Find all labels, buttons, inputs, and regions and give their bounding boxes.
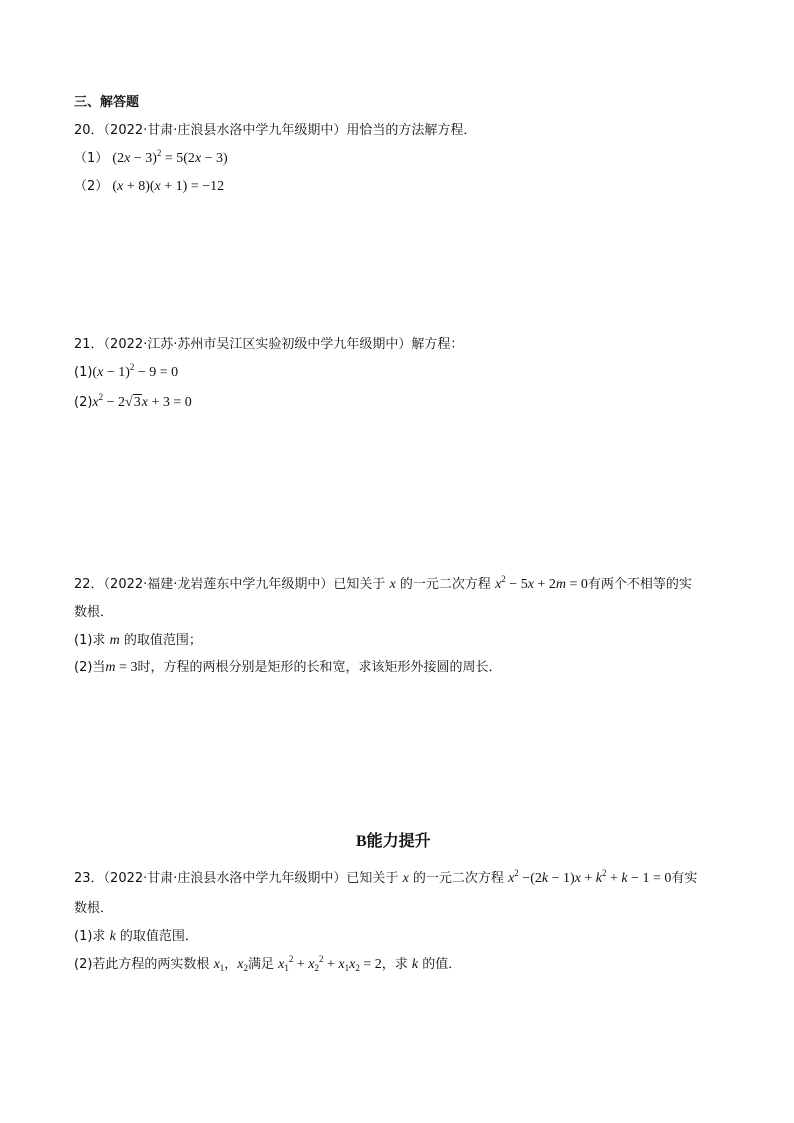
variable-m: m <box>109 633 120 648</box>
problem-22-part-2 <box>74 659 501 677</box>
root-x1: $x_1$ <box>213 957 225 973</box>
problem-prompt: 有实 <box>671 871 698 886</box>
part-text: 的取值范围． <box>119 929 198 944</box>
part-label: (2) <box>74 395 93 410</box>
level-text: 能力提升 <box>366 831 431 850</box>
problem-number: 21． <box>74 337 104 352</box>
problem-22-stem-cont: 数根． <box>74 605 114 620</box>
equation-21-1: $(x - 1)^2 - 9 = 0$ <box>92 362 179 380</box>
separator: ， <box>224 957 238 972</box>
problem-23-part-1 <box>74 928 198 946</box>
variable-k: k <box>109 929 116 944</box>
part-label: （1） <box>74 151 109 166</box>
problem-prompt: 有两个不相等的实 <box>587 577 692 592</box>
part-text: 的值． <box>422 957 462 972</box>
part-text: 满足 <box>248 957 275 972</box>
part-text: (1)求 <box>74 633 106 648</box>
equation-20-2: (x + 8)(x + 1) = −12 <box>112 179 225 194</box>
problem-number: 20． <box>74 123 104 138</box>
problem-23-stem <box>74 870 697 888</box>
problem-22-part-1 <box>74 632 202 650</box>
variable-k: k <box>411 957 419 972</box>
part-text: (2)若此方程的两实数根 <box>74 957 210 972</box>
problem-23-stem-cont: 数根． <box>74 901 114 916</box>
variable-x: x <box>402 871 409 886</box>
equation-20-1: $(2x - 3)^2 = 5(2x - 3)$ <box>112 148 228 166</box>
problem-20-part-1 <box>74 150 228 168</box>
problem-number: 22． <box>74 577 104 592</box>
root-x2: $x_2$ <box>237 957 249 973</box>
problem-prompt: 已知关于 <box>346 871 399 886</box>
level-letter: B <box>356 833 367 850</box>
part-text: (1)求 <box>74 929 106 944</box>
problem-prompt: 用恰当的方法解方程． <box>346 123 477 138</box>
part-text: 的取值范围； <box>123 633 202 648</box>
variable-x: x <box>389 577 396 592</box>
equation-23-condition: $x_1^2 + x_2^2 + x_1x_2 = 2$ <box>278 954 382 973</box>
problem-21-part-2 <box>74 394 192 412</box>
problem-prompt: 解方程： <box>411 337 464 352</box>
problem-20-part-2 <box>74 178 224 196</box>
part-label: （2） <box>74 179 109 194</box>
problem-20-stem <box>74 122 476 140</box>
problem-prompt: 的一元二次方程 <box>399 577 491 592</box>
problem-22-stem <box>74 576 692 594</box>
part-text: (2)当 <box>74 660 106 675</box>
problem-source: （2022·福建·龙岩莲东中学九年级期中） <box>103 577 334 592</box>
problem-prompt: 的一元二次方程 <box>412 871 504 886</box>
problem-source: （2022·甘肃·庄浪县水洛中学九年级期中） <box>103 123 347 138</box>
part-text: ，求 <box>381 957 408 972</box>
problem-23-part-2 <box>74 956 461 974</box>
part-text: 时，方程的两根分别是矩形的长和宽，求该矩形外接圆的周长． <box>137 660 502 675</box>
equation-23: $x^2 -(2k - 1)x + k^2 + k - 1 = 0$ <box>508 868 672 886</box>
part-label: (1) <box>74 365 93 380</box>
section-header: 三、解答题 <box>74 95 140 110</box>
equation-21-2: $x^2 - 2√3x + 3 = 0$ <box>92 392 192 410</box>
equation-22: $x^2 - 5x + 2m = 0$ <box>495 574 588 592</box>
problem-number: 23． <box>74 871 104 886</box>
problem-source: （2022·江苏·苏州市吴江区实验初级中学九年级期中） <box>103 337 412 352</box>
problem-prompt: 已知关于 <box>333 577 386 592</box>
equation-22-m: m = 3 <box>105 660 138 675</box>
problem-source: （2022·甘肃·庄浪县水洛中学九年级期中） <box>103 871 347 886</box>
level-title <box>356 832 431 851</box>
problem-21-part-1 <box>74 364 178 382</box>
problem-21-stem <box>74 336 463 354</box>
